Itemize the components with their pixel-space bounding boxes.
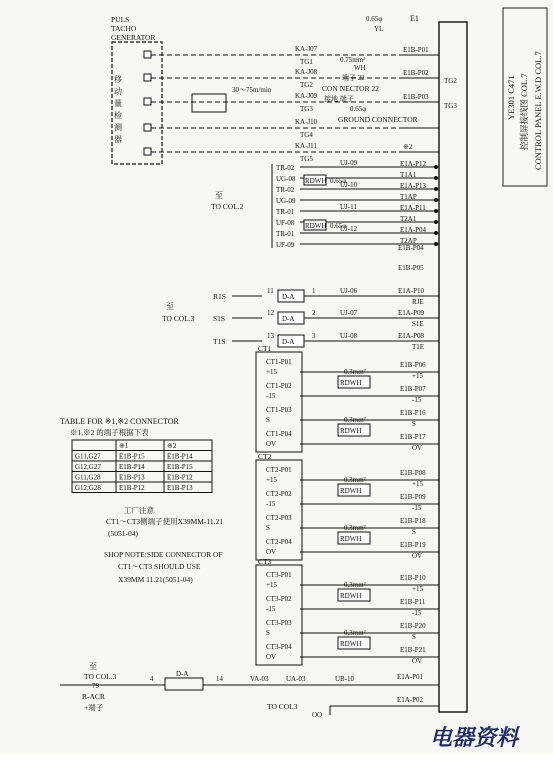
col3-terminal: E1A-P09	[398, 309, 425, 317]
ct-out: S	[412, 420, 416, 428]
e1-terminal-label: E1B-P02	[403, 69, 429, 77]
col3-section	[162, 302, 195, 323]
bottom-ua: UA-03	[286, 675, 306, 683]
title-block	[503, 8, 547, 186]
speed-label: 30～75m/min	[232, 86, 272, 94]
col2-terminal-label: T2A1	[400, 215, 417, 223]
bottom-col3: TO COL.3	[84, 672, 117, 681]
bottom-79: 79	[92, 682, 99, 690]
ct-out: S	[412, 528, 416, 536]
tg3-terminal-label: TG3	[444, 102, 457, 110]
col3-out: T1E	[412, 343, 425, 351]
ct-terminal: E1B-P18	[400, 517, 426, 525]
note-en-2: CT1～CT3 SHOULD USE	[118, 562, 201, 571]
table-cell: E1B-P13	[167, 484, 193, 492]
terminal-dot	[434, 231, 438, 235]
col3-num: 1	[312, 287, 316, 295]
col3-label: TO COL.3	[162, 314, 195, 323]
table-cell: E1B-P13	[119, 473, 145, 482]
e1-terminal-label: E1B-P01	[403, 46, 429, 54]
ka-label: KA-J07	[295, 45, 318, 53]
table-header-cell: ※2	[167, 442, 177, 450]
e1-terminal-label: E1B-P03	[403, 93, 429, 101]
bottom-da: D-A	[176, 670, 189, 678]
col3-uj: UJ-08	[340, 332, 358, 340]
ct-out: OV	[412, 657, 423, 665]
ct-signal: +15	[266, 476, 277, 484]
bottom-n4: 4	[150, 675, 154, 683]
tacho-generator	[111, 15, 162, 164]
ct-pin: CT1-P02	[266, 382, 292, 390]
title-en: CONTROL PANEL E.W.D COL.7	[533, 51, 543, 170]
terminal-dot	[434, 176, 438, 180]
title-cn: 控制屏接线图 COL.7	[519, 73, 529, 150]
gen-terminal	[144, 124, 151, 131]
shop-notes	[104, 505, 223, 584]
wire-label: 0.3mm²	[344, 524, 366, 532]
table-cell: G11,G27	[75, 452, 101, 461]
rdwh-label: RDWH	[340, 592, 362, 600]
col3-uj: UJ-06	[340, 287, 358, 295]
col3-rows	[213, 287, 439, 351]
col2-rows	[272, 159, 439, 249]
col2-left-label: TR-01	[276, 208, 295, 216]
ct-name: CT2	[258, 452, 272, 461]
col2-terminal-label: E1A-P13	[400, 182, 427, 190]
e1-label: E1	[410, 14, 419, 23]
bottom-cn-term: +端子	[84, 703, 104, 712]
wire-label: 0.3mm²	[344, 476, 366, 484]
col2-left-label: TR-01	[276, 230, 295, 238]
bottom-va: VA-03	[250, 675, 269, 683]
ct-out: -15	[412, 504, 422, 512]
terminal-dot	[434, 220, 438, 224]
generator-label-2: TACHO	[111, 24, 137, 33]
col2-p04: E1B-P04	[398, 244, 424, 252]
wire-075-label: 0.75mm²	[340, 56, 366, 64]
ground-cap-label: 0.65φ	[350, 105, 367, 113]
rdwh-label: RDWH	[340, 487, 362, 495]
ct-out: OV	[412, 444, 423, 452]
watermark: 电器资料	[430, 725, 519, 750]
table-cell: E1B-P14	[119, 463, 145, 471]
col3-da: D-A	[282, 338, 295, 346]
col2-mid-label: UJ-12	[340, 225, 358, 233]
ct-signal: S	[266, 416, 270, 424]
col3-num: 11	[267, 287, 274, 295]
ct-terminal: E1B-P07	[400, 385, 426, 393]
note-cn-head: 工厂注意	[124, 506, 154, 515]
ct-signal: OV	[266, 440, 277, 448]
ct-terminal: E1B-P17	[400, 433, 426, 441]
generator-cn-label: 移动量检测器	[114, 75, 122, 144]
rdwh-label: RDWH	[305, 222, 327, 230]
col2-left-label: UG-08	[276, 175, 296, 183]
ct-terminal: E1B-P21	[400, 646, 426, 654]
ct-pin: CT3-P02	[266, 595, 292, 603]
col2-mid-label: UJ-10	[340, 181, 358, 189]
ct-terminal: E1B-P08	[400, 469, 426, 477]
ka-label: KA-J09	[295, 92, 318, 100]
connector-table	[60, 417, 212, 493]
ct-out: +15	[412, 585, 423, 593]
ct-signal: +15	[266, 368, 277, 376]
title-model: YE301 C471	[506, 75, 516, 120]
ct-out: OV	[412, 552, 423, 560]
ct-signal: -15	[266, 392, 276, 400]
bottom-term2: E1A-P02	[397, 696, 424, 704]
col2-label: TO COL.2	[211, 202, 244, 211]
ka-label: KA-J10	[295, 118, 318, 126]
col2-left-label: UG-09	[276, 197, 296, 205]
table-cell: E1B-P12	[167, 473, 193, 482]
gen-terminal	[144, 148, 151, 155]
ground-cn-label: 接地 端子	[324, 95, 354, 103]
col3-da: D-A	[282, 315, 295, 323]
col2-mid-label: UJ-09	[340, 159, 358, 167]
col3-num: 3	[312, 332, 316, 340]
ct-out: +15	[412, 372, 423, 380]
col3-signal: R1S	[213, 292, 226, 301]
wire-label: 0.3mm²	[344, 416, 366, 424]
ct-pin: CT2-P04	[266, 538, 292, 546]
table-cell: G11,G28	[75, 473, 101, 482]
col2-mid-label: UJ-11	[340, 203, 357, 211]
col2-terminal-label: E1A-P12	[400, 160, 427, 168]
ct-out: -15	[412, 609, 422, 617]
wire-075-color: WH	[354, 64, 366, 72]
ct-signal: -15	[266, 500, 276, 508]
tg-label: TG1	[300, 58, 313, 66]
table-header-cell: ※1	[119, 442, 129, 450]
cap-color: YL	[374, 25, 384, 33]
col3-terminal: E1A-P08	[398, 332, 425, 340]
table-cell: G12,G27	[75, 463, 101, 471]
gen-terminal	[144, 74, 151, 81]
connector-22-label: CON NECTOR 22	[322, 84, 379, 93]
col3-num: 2	[312, 309, 316, 317]
rdwh-label: RDWH	[340, 640, 362, 648]
ct-terminal: E1B-P16	[400, 409, 426, 417]
terminal-dot	[434, 187, 438, 191]
gen-terminal	[144, 51, 151, 58]
rdwh-label: RDWH	[305, 177, 327, 185]
col3-num: 13	[267, 332, 274, 340]
terminal-dot	[434, 209, 438, 213]
col3-signal: S1S	[213, 314, 226, 323]
ct-terminal: E1B-P11	[400, 598, 426, 606]
terminal-dot	[434, 198, 438, 202]
terminal-22-label: 端子 22	[342, 74, 365, 82]
col2-left-label: UF-09	[276, 241, 295, 249]
ct-out: +15	[412, 480, 423, 488]
col2-left-label: TR-02	[276, 164, 295, 172]
table-cell: E1B-P14	[167, 452, 193, 461]
col3-da: D-A	[282, 293, 295, 301]
terminal-dot	[434, 165, 438, 169]
ct-out: -15	[412, 396, 422, 404]
ct-signal: OV	[266, 548, 277, 556]
rdwh-label: RDWH	[340, 427, 362, 435]
wire-label: 0.3mm²	[344, 629, 366, 637]
col3-signal: T1S	[213, 337, 226, 346]
table-cell: E1B-P15	[119, 452, 145, 461]
bottom-col3b: TO COL3	[267, 702, 298, 711]
table-cell: G12,G28	[75, 484, 101, 492]
ct-signal: OV	[266, 653, 277, 661]
col3-cn: 至	[166, 302, 174, 311]
note-en-1: SHOP NOTE:SIDE CONNECTOR OF	[104, 550, 223, 559]
col3-terminal: E1A-P10	[398, 287, 425, 295]
table-title: TABLE FOR ※1,※2 CONNECTOR	[60, 417, 179, 426]
note-en-3: X39MM 11.21(5051-04)	[118, 575, 193, 584]
wire-label: 0.3mm²	[344, 368, 366, 376]
col2-terminal-label: T1AP	[400, 193, 417, 201]
ct-terminal: E1B-P19	[400, 541, 426, 549]
terminal-dot	[434, 242, 438, 246]
col3-out: RJE	[412, 298, 424, 306]
ct-pin: CT2-P03	[266, 514, 292, 522]
note-cn-1: CT1～CT3侧端子使用X39MM-11.21	[106, 517, 224, 526]
ct-pin: CT1-P03	[266, 406, 292, 414]
ct-pin: CT3-P01	[266, 571, 292, 579]
ka-label: KA-J11	[295, 142, 317, 150]
cap-label: 0.65φ	[330, 222, 347, 230]
tg-label: TG4	[300, 131, 313, 139]
ct-pin: CT1-P01	[266, 358, 292, 366]
bottom-oo: OO	[312, 711, 323, 719]
tg-label: TG2	[300, 81, 313, 89]
col2-terminal-label: T2AP	[400, 237, 417, 245]
rdwh-label: RDWH	[340, 535, 362, 543]
ct-groups	[256, 344, 439, 665]
ct-name: CT1	[258, 344, 272, 353]
table-cell: E1B-P15	[167, 463, 193, 471]
note-cn-2: (5051-04)	[108, 529, 138, 538]
ct-pin: CT2-P01	[266, 466, 292, 474]
bottom-cn: 至	[89, 662, 97, 671]
gen-terminal	[144, 98, 151, 105]
ct-terminal: E1B-P09	[400, 493, 426, 501]
generator-label-3: GENERATOR	[111, 33, 156, 42]
tg2-terminal-label: TG2	[444, 77, 457, 85]
ct-terminal: E1B-P06	[400, 361, 426, 369]
table-cell: E1B-P12	[119, 484, 145, 492]
tg-label: TG5	[300, 155, 313, 163]
ct-pin: CT1-P04	[266, 430, 292, 438]
col2-left-label: UF-08	[276, 219, 295, 227]
e1-terminal-label: ※2	[403, 143, 413, 151]
table-subtitle: ※1,※2 的端子根据下表	[70, 428, 149, 437]
col3-num: 12	[267, 309, 274, 317]
col2-terminal-label: T1A1	[400, 171, 417, 179]
col2-left-label: TR-02	[276, 186, 295, 194]
cap-label: 0.65φ	[366, 15, 383, 23]
ct-signal: S	[266, 629, 270, 637]
ka-label: KA-J08	[295, 68, 318, 76]
generator-label-1: PULS	[111, 15, 130, 24]
top-wire-group	[144, 45, 439, 163]
bottom-section	[60, 662, 439, 719]
ct-out: S	[412, 633, 416, 641]
bottom-n14: 14	[216, 675, 223, 683]
col3-out: S1E	[412, 320, 424, 328]
col2-terminals	[398, 244, 424, 272]
col3-uj: UJ-07	[340, 309, 358, 317]
cap-label: 0.65φ	[330, 177, 347, 185]
ct-signal: S	[266, 524, 270, 532]
ct-terminal: E1B-P10	[400, 574, 426, 582]
ground-connector-label: GROUND CONNECTOR	[338, 115, 418, 124]
ct-signal: +15	[266, 581, 277, 589]
ct-signal: -15	[266, 605, 276, 613]
bottom-racr: R-ACR	[82, 692, 105, 701]
col2-terminal-label: E1A-P04	[400, 226, 427, 234]
col2-cn: 至	[215, 191, 223, 200]
ct-pin: CT3-P04	[266, 643, 292, 651]
tg-label: TG3	[300, 105, 313, 113]
ct-name: CT3	[258, 557, 272, 566]
ct-pin: CT2-P02	[266, 490, 292, 498]
col2-p05: E1B-P05	[398, 264, 424, 272]
col2-section	[211, 191, 244, 211]
rdwh-label: RDWH	[340, 379, 362, 387]
bottom-term1: E1A-P01	[397, 673, 424, 681]
ct-pin: CT3-P03	[266, 619, 292, 627]
wire-label: 0.3mm²	[344, 581, 366, 589]
ct-terminal: E1B-P20	[400, 622, 426, 630]
col2-terminal-label: E1A-P11	[400, 204, 426, 212]
bottom-ub: UB-10	[335, 675, 355, 683]
